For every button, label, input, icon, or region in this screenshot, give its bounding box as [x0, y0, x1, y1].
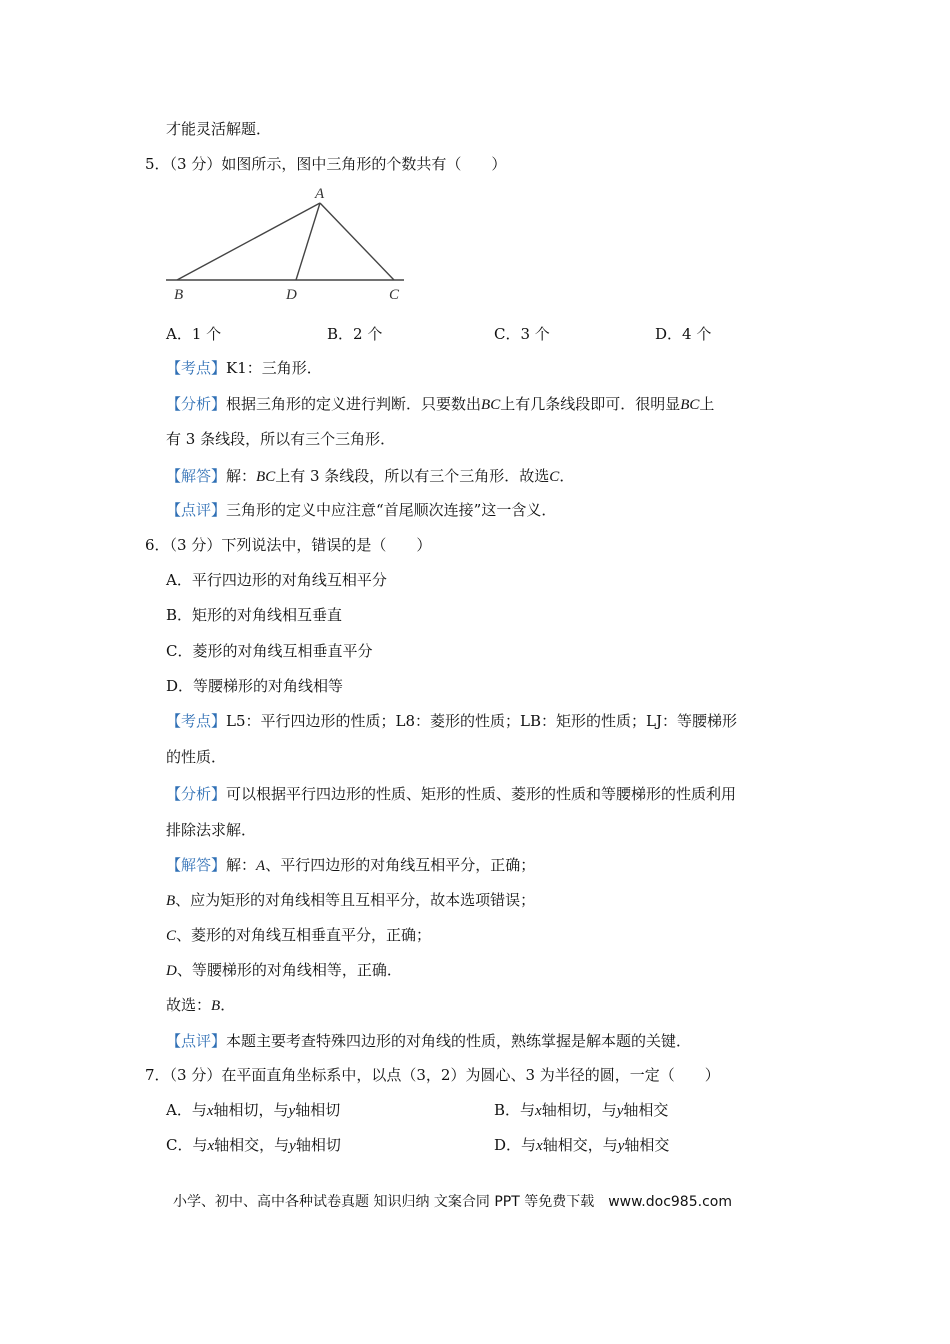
option-a: A．与x轴相切，与y轴相切: [166, 1101, 341, 1119]
page-footer: 小学、初中、高中各种试卷真题 知识归纳 文案合同 PPT 等免费下载 www.doc985.com: [173, 1194, 732, 1210]
dianping-text: 三角形的定义中应注意“首尾顺次连接”这一含义．: [226, 501, 557, 519]
question-5: [145, 154, 506, 174]
kaodian-line-2: 的性质．: [166, 748, 227, 766]
var-d: D: [166, 963, 177, 979]
fenxi-line-2: 有 3 条线段，所以有三个三角形．: [166, 430, 396, 448]
option-c: C．菱形的对角线互相垂直平分: [166, 642, 373, 660]
label-b: B: [174, 287, 184, 303]
var-y: y: [617, 1138, 625, 1154]
kaodian-line: [166, 358, 322, 378]
fenxi-text: 可以根据平行四边形的性质、矩形的性质、菱形的性质和等腰梯形的性质利用: [226, 785, 737, 803]
fenxi-line-2: 排除法求解．: [166, 821, 257, 839]
var-bc: BC: [256, 469, 276, 485]
jieda-line-2: [166, 890, 535, 911]
option-d: D．等腰梯形的对角线相等: [166, 677, 344, 695]
fenxi-text: 上: [699, 395, 715, 413]
var-x: x: [535, 1103, 542, 1119]
jieda-line-4: [166, 960, 402, 981]
var-bc: BC: [680, 397, 700, 413]
jieda-text: 、应为矩形的对角线相等且互相平分，故本选项错误；: [175, 891, 536, 909]
kaodian-text: K1：三角形．: [226, 359, 322, 377]
var-y: y: [616, 1103, 624, 1119]
jieda-text: 、平行四边形的对角线互相平分，正确；: [265, 856, 536, 874]
fenxi-line-1: [166, 784, 736, 804]
var-y: y: [289, 1138, 296, 1154]
option-c: C．与x轴相交，与y轴相切: [166, 1136, 341, 1154]
jieda-line: [166, 466, 574, 487]
dianping-line: [166, 1031, 691, 1051]
jieda-text: ．: [559, 467, 575, 485]
fenxi-text: 上有几条线段即可．很明显: [500, 395, 681, 413]
jieda-line-1: [166, 855, 535, 876]
question-stem: （3 分）如图所示，图中三角形的个数共有（ ）: [169, 155, 507, 173]
kaodian-tag: 【考点】: [166, 359, 227, 377]
var-x: x: [207, 1138, 215, 1154]
option-a: A．1 个: [166, 325, 222, 343]
label-c: C: [389, 287, 400, 303]
fenxi-line-1: [166, 394, 714, 415]
option-d: D．4 个: [655, 325, 712, 343]
kaodian-line-1: [166, 711, 737, 731]
answer-text: 故选：: [166, 996, 212, 1014]
var-a: A: [256, 858, 266, 874]
dianping-line: [166, 500, 556, 520]
kaodian-tag: 【考点】: [166, 712, 227, 730]
question-stem: （3 分）在平面直角坐标系中，以点（3，2）为圆心、3 为半径的圆，一定（ ）: [169, 1066, 720, 1084]
dianping-text: 本题主要考查特殊四边形的对角线的性质，熟练掌握是解本题的关键．: [226, 1032, 692, 1050]
jieda-line-3: [166, 925, 431, 946]
var-b: B: [166, 893, 176, 909]
line-ac: [320, 203, 394, 280]
option-b: B．2 个: [327, 325, 383, 343]
question-7: [145, 1065, 720, 1085]
var-x: x: [536, 1138, 543, 1154]
fenxi-text: 根据三角形的定义进行判断．只要数出: [226, 395, 482, 413]
var-c: C: [549, 469, 560, 485]
jieda-text: 、等腰梯形的对角线相等，正确．: [176, 961, 402, 979]
jieda-text: 上有 3 条线段，所以有三个三角形．故选: [275, 467, 550, 485]
label-d: D: [286, 287, 297, 303]
var-bc: BC: [481, 397, 501, 413]
label-a: A: [315, 186, 325, 202]
var-x: x: [206, 1103, 214, 1119]
fenxi-tag: 【分析】: [166, 785, 227, 803]
var-c: C: [166, 928, 177, 944]
question-number: 7．: [145, 1066, 170, 1084]
jieda-text: 、菱形的对角线互相垂直平分，正确；: [176, 926, 432, 944]
var-b: B: [211, 998, 221, 1014]
option-a: A．平行四边形的对角线互相平分: [166, 571, 387, 589]
dianping-tag: 【点评】: [166, 1032, 227, 1050]
question-6: [145, 535, 431, 555]
option-b: B．与x轴相切，与y轴相交: [494, 1101, 669, 1119]
question-number: 6．: [145, 536, 170, 554]
jieda-text: 解：: [226, 856, 257, 874]
question-stem: （3 分）下列说法中，错误的是（ ）: [169, 536, 432, 554]
option-b: B．矩形的对角线相互垂直: [166, 606, 343, 624]
answer-text: ．: [220, 996, 236, 1014]
var-y: y: [288, 1103, 296, 1119]
continued-text: 才能灵活解题．: [166, 120, 272, 138]
option-d: D．与x轴相交，与y轴相交: [494, 1136, 670, 1154]
option-c: C．3 个: [494, 325, 550, 343]
jieda-tag: 【解答】: [166, 467, 227, 485]
fenxi-tag: 【分析】: [166, 395, 227, 413]
jieda-tag: 【解答】: [166, 856, 227, 874]
triangle-figure: [160, 182, 410, 304]
question-number: 5．: [145, 155, 170, 173]
answer-choice: [166, 995, 235, 1016]
jieda-text: 解：: [226, 467, 257, 485]
dianping-tag: 【点评】: [166, 501, 227, 519]
line-ab: [177, 203, 320, 280]
kaodian-text: L5：平行四边形的性质；L8：菱形的性质；LB：矩形的性质；LJ：等腰梯形: [226, 712, 737, 730]
